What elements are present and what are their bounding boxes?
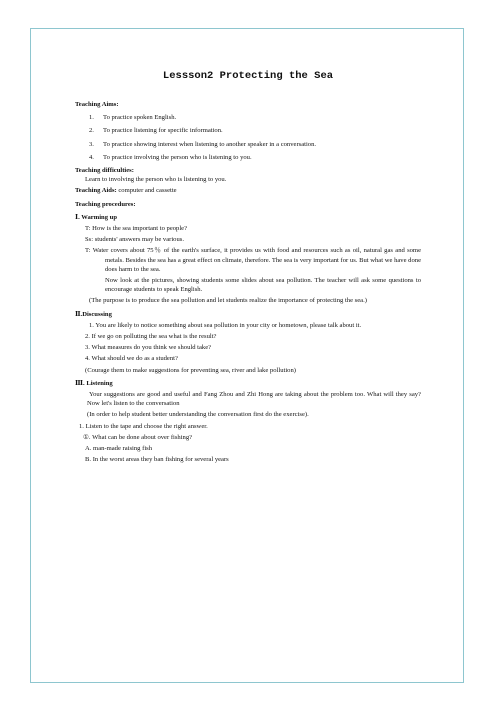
discussing-line: 2. If we go on polluting the sea what is the result?: [85, 333, 217, 341]
listening-task: 1. Listen to the tape and choose the right answer.: [79, 422, 208, 430]
aim-item: 4. To practice involving the person who is listening to you.: [89, 153, 252, 161]
aim-item: 2. To practice listening for specific information.: [89, 127, 223, 135]
answer-option: A. man-made raising fish: [85, 445, 153, 453]
aids-line: [75, 186, 421, 195]
warming-line: T: Water covers about 75％ of the earth's surface, it provides us with food and resources such as oil, natural gas and some metals. Besides the sea has a great effect on climate, therefore. The sea is very important for us. But what we have done does harm to the sea.: [85, 247, 421, 273]
section-warming-up-heading: Ⅰ. Warming up: [75, 213, 117, 221]
discussing-line: 3. What measures do you think we should take?: [85, 344, 212, 352]
page-title: Lessson2 Protecting the Sea: [162, 70, 334, 82]
section-discussing-heading: Ⅱ.Discussing: [75, 310, 112, 318]
warming-line: Ss: students' answers may be various.: [85, 236, 184, 244]
discussing-line: (Courage them to make suggestions for preventing sea, river and lake pollution): [85, 366, 296, 374]
warming-line: T: How is the sea important to people?: [85, 225, 188, 233]
document-body: [75, 96, 421, 467]
difficulties-heading: Teaching difficulties:: [75, 167, 134, 175]
discussing-line: 4. What should we do as a student?: [85, 355, 178, 363]
discussing-line: 1. You are likely to notice something about sea pollution in your city or hometown, please talk about it.: [89, 321, 362, 329]
difficulties-text: Learn to involving the person who is listening to you.: [85, 176, 227, 184]
answer-option: B. In the worst areas they ban fishing for several years: [85, 456, 229, 464]
procedures-heading: Teaching procedures:: [75, 200, 136, 208]
aim-item: 1. To practice spoken English.: [89, 114, 177, 122]
aim-item: 3. To practice showing interest when listening to another speaker in a conversation.: [89, 140, 317, 148]
aids-label: Teaching Aids:: [75, 187, 117, 195]
listening-question: ①. What can be done about over fishing?: [83, 433, 193, 441]
warming-line: Now look at the pictures, showing students some slides about sea pollution. The teacher will ask some questions to encourage students to speak English.: [105, 277, 421, 294]
warming-line: (The purpose is to produce the sea pollution and let students realize the importance of protecting the sea.): [89, 297, 367, 305]
section-listening-heading: Ⅲ. Listening: [75, 379, 113, 387]
aims-heading: Teaching Aims:: [75, 101, 119, 108]
listening-line: (In order to help student better understanding the conversation first do the exercise).: [87, 411, 309, 419]
listening-line: Your suggestions are good and useful and Fang Zhou and Zhi Hong are taking about the problem too. What will they say? Now let's listen to the conversation: [87, 391, 421, 408]
aids-text: computer and cassette: [116, 187, 177, 195]
